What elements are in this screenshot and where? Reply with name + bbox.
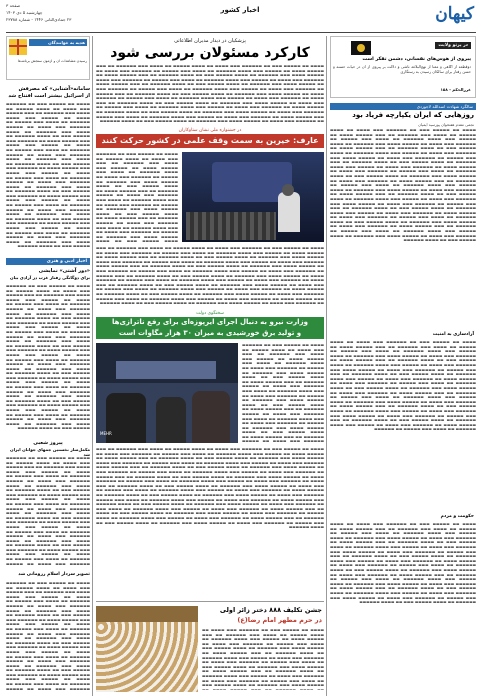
left-headline-2b: برای دوگانگی رفتار غرب در آزادی بیان [10,275,90,280]
left-story-body-3: ▬▬▬▬ ▬▬ ▬▬▬▬▬ ▬▬▬ ▬▬ ▬▬▬▬▬▬ ▬▬▬ ▬▬▬▬ ▬▬ ▬▬▬▬ ▬▬▬▬▬ ▬▬ ▬▬▬▬ ▬▬▬ ▬▬▬▬▬▬ ▬▬ ▬▬▬ ▬▬▬▬▬ ▬▬▬▬ ▬▬ ▬▬▬▬▬ ▬▬▬ ▬▬▬▬ ▬▬▬▬▬▬ ▬▬ ▬▬▬▬ ▬▬▬ ▬▬▬▬▬ ▬▬ ▬▬▬▬▬▬ ▬▬▬ ▬▬▬▬ ▬▬ ▬▬▬▬▬ ▬▬▬▬ ▬▬▬ ▬▬▬▬▬▬ ▬▬ ▬▬▬▬ ▬▬▬▬▬ ▬▬▬ ▬▬ ▬▬▬▬ ▬▬▬▬▬▬ ▬▬ ▬▬▬ ▬▬▬▬▬ ▬▬▬▬ ▬▬ ▬▬▬▬▬▬ ▬▬▬ ▬▬▬▬ ▬▬ ▬▬▬▬▬ ▬▬▬ ▬▬▬▬ ▬▬▬▬▬▬ ▬▬ ▬▬▬▬ ▬▬▬ ▬▬▬▬▬ ▬▬ ▬▬▬▬▬▬ ▬▬▬ ▬▬▬▬ ▬▬ ▬▬▬▬▬ ▬▬▬▬ ▬▬▬ ▬▬▬▬▬▬ ▬▬ ▬▬▬▬ ▬▬▬▬▬ ▬▬▬ ▬▬ ▬▬▬▬ ▬▬▬▬▬▬ ▬▬ ▬▬▬ ▬▬▬▬▬ ▬▬▬▬ ▬▬ ▬▬▬▬▬▬ ▬▬▬ ▬▬▬▬ ▬▬ ▬▬▬▬▬ ▬▬▬ ▬▬▬▬ ▬▬▬▬▬▬ ▬▬ ▬▬▬▬ ▬▬▬ ▬▬▬▬▬ ▬▬ ▬▬▬▬▬▬ ▬▬▬ ▬▬▬▬ ▬▬ ▬▬▬▬▬ ▬▬▬▬ ▬▬▬ ▬▬▬▬▬▬ ▬▬ ▬▬▬▬ ▬▬▬▬▬ ▬▬▬ ▬▬ ▬▬▬▬ ▬▬▬▬▬▬ ▬▬ ▬▬▬ ▬▬▬▬▬ ▬▬▬▬ ▬▬ ▬▬▬▬▬▬ ▬▬▬ ▬▬▬▬ ▬▬ ▬▬▬▬▬ ▬▬▬ ▬▬▬▬ ▬▬▬▬▬▬ ▬▬ ▬▬▬▬ ▬▬▬ ▬▬▬▬▬ ▬▬ ▬▬▬▬▬▬ ▬▬▬ ▬▬▬▬ ▬▬ ▬▬▬▬▬ [6,456,90,566]
bottom-headline-1: جشن تکلیف ۸۸۸ دختر زائر اولی [219,606,322,614]
left-story-body-4: ▬▬▬▬ ▬▬ ▬▬▬▬▬ ▬▬▬ ▬▬ ▬▬▬▬▬▬ ▬▬▬ ▬▬▬▬ ▬▬ ▬▬▬▬ ▬▬▬▬▬ ▬▬ ▬▬▬▬ ▬▬▬ ▬▬▬▬▬▬ ▬▬ ▬▬▬ ▬▬▬▬▬ ▬▬▬▬ ▬▬ ▬▬▬▬▬ ▬▬▬ ▬▬▬▬ ▬▬▬▬▬▬ ▬▬ ▬▬▬▬ ▬▬▬ ▬▬▬▬▬ ▬▬ ▬▬▬▬▬▬ ▬▬▬ ▬▬▬▬ ▬▬ ▬▬▬▬▬ ▬▬▬▬ ▬▬▬ ▬▬▬▬▬▬ ▬▬ ▬▬▬▬ ▬▬▬▬▬ ▬▬▬ ▬▬ ▬▬▬▬ ▬▬▬▬▬▬ ▬▬ ▬▬▬ ▬▬▬▬▬ ▬▬▬▬ ▬▬ ▬▬▬▬▬▬ ▬▬▬ ▬▬▬▬ ▬▬ ▬▬▬▬▬ ▬▬▬ ▬▬▬▬ ▬▬▬▬▬▬ ▬▬ ▬▬▬▬ ▬▬▬ ▬▬▬▬▬ ▬▬ ▬▬▬▬▬▬ ▬▬▬ ▬▬▬▬ ▬▬ ▬▬▬▬▬ ▬▬▬▬ ▬▬▬ ▬▬▬▬▬▬ ▬▬ ▬▬▬▬ ▬▬▬▬▬ ▬▬▬ ▬▬ ▬▬▬▬ ▬▬▬▬▬▬ ▬▬ ▬▬▬ ▬▬▬▬▬ ▬▬▬▬ ▬▬ ▬▬▬▬▬▬ ▬▬▬ ▬▬▬▬ ▬▬ ▬▬▬▬▬ ▬▬▬ ▬▬▬▬ ▬▬▬▬▬▬ ▬▬ ▬▬▬▬ ▬▬▬ ▬▬▬▬▬ ▬▬ ▬▬▬▬▬▬ ▬▬▬ ▬▬▬▬ ▬▬ ▬▬▬▬▬ ▬▬▬▬ ▬▬▬ ▬▬▬▬▬▬ ▬▬ ▬▬▬▬ ▬▬▬▬▬ ▬▬▬ ▬▬ ▬▬▬▬ ▬▬▬▬▬▬ ▬▬ ▬▬▬ ▬▬▬▬▬ ▬▬▬▬ ▬▬ ▬▬▬▬▬▬ ▬▬▬ ▬▬▬▬ ▬▬ ▬▬▬▬▬ ▬▬▬ ▬▬▬▬ ▬▬▬▬▬▬ ▬▬ ▬▬▬▬ ▬▬▬ ▬▬▬▬▬ ▬▬ ▬▬▬▬▬▬ ▬▬▬ ▬▬▬▬ ▬▬ ▬▬▬▬▬ [6,581,90,691]
story-kicker: سالگرد شهادت اسدالله لاجوردی [330,103,476,110]
green-headline-box [96,317,324,339]
story-subhead-1: آزادسازی به امنیت [432,332,474,337]
left-headline-1b: از اسرائیل بیشتر است افتتاح شد [8,93,90,99]
masthead [0,0,482,38]
masthead-divider [6,32,476,33]
column-divider-right [326,36,327,696]
green-side-text: ▬▬▬▬ ▬▬ ▬▬▬▬▬ ▬▬▬ ▬▬ ▬▬▬▬▬▬ ▬▬▬ ▬▬▬▬ ▬▬ ▬▬▬▬ ▬▬▬▬▬ ▬▬ ▬▬▬▬ ▬▬▬ ▬▬▬▬▬▬ ▬▬ ▬▬▬ ▬▬▬▬▬ ▬▬▬▬ ▬▬ ▬▬▬▬▬ ▬▬▬ ▬▬▬▬ ▬▬▬▬▬▬ ▬▬ ▬▬▬▬ ▬▬▬ ▬▬▬▬▬ ▬▬ ▬▬▬▬▬▬ ▬▬▬ ▬▬▬▬ ▬▬ ▬▬▬▬▬ ▬▬▬▬ ▬▬▬ ▬▬▬▬▬▬ ▬▬ ▬▬▬▬ ▬▬▬▬▬ ▬▬▬ ▬▬ ▬▬▬▬ ▬▬▬▬▬▬ ▬▬ ▬▬▬ ▬▬▬▬▬ ▬▬▬▬ ▬▬ ▬▬▬▬▬▬ ▬▬▬ ▬▬▬▬ ▬▬ ▬▬▬▬▬ ▬▬▬ ▬▬▬▬ ▬▬▬▬▬▬ ▬▬ ▬▬▬▬ ▬▬▬ ▬▬▬▬▬ ▬▬ ▬▬▬▬▬▬ ▬▬▬ ▬▬▬▬ ▬▬ ▬▬▬▬▬ ▬▬▬▬ ▬▬▬ ▬▬▬▬▬▬ ▬▬ ▬▬▬▬ ▬▬▬▬▬ ▬▬▬ ▬▬ ▬▬▬▬ ▬▬▬▬▬▬ ▬▬ ▬▬▬ ▬▬▬▬▬ ▬▬▬▬ ▬▬ ▬▬▬▬▬▬ ▬▬▬ ▬▬▬▬ ▬▬ ▬▬▬▬▬ ▬▬▬ ▬▬▬▬ ▬▬▬▬▬▬ ▬▬ ▬▬▬▬ ▬▬▬ ▬▬▬▬▬ ▬▬ ▬▬▬▬▬▬ ▬▬▬ ▬▬▬▬ ▬▬ ▬▬▬▬▬ ▬▬▬▬ ▬▬▬ ▬▬▬▬▬▬ ▬▬ ▬▬▬▬ ▬▬▬▬▬ ▬▬▬ ▬▬ ▬▬▬▬ ▬▬▬▬▬▬ ▬▬ ▬▬▬ ▬▬▬▬▬ ▬▬▬▬ ▬▬ ▬▬▬▬▬▬ ▬▬▬ ▬▬▬▬ ▬▬ ▬▬▬▬▬ [242,343,324,443]
quote-subtitle: دوقطعه از آگاهی و معنا از نهج‌البلاغه ناشی و دلالت بر پیروی از آن در حیات حسنه و حسن رفتار برای سالکان رسیدن به رستگاری [333,65,471,74]
newspaper-logo: کیهان [435,4,474,24]
story-body-3: ▬▬▬▬ ▬▬ ▬▬▬▬▬ ▬▬▬ ▬▬ ▬▬▬▬▬▬ ▬▬▬ ▬▬▬▬ ▬▬ ▬▬▬▬ ▬▬▬▬▬ ▬▬ ▬▬▬▬ ▬▬▬ ▬▬▬▬▬▬ ▬▬ ▬▬▬ ▬▬▬▬▬ ▬▬▬▬ ▬▬ ▬▬▬▬▬ ▬▬▬ ▬▬▬▬ ▬▬▬▬▬▬ ▬▬ ▬▬▬▬ ▬▬▬ ▬▬▬▬▬ ▬▬ ▬▬▬▬▬▬ ▬▬▬ ▬▬▬▬ ▬▬ ▬▬▬▬▬ ▬▬▬▬ ▬▬▬ ▬▬▬▬▬▬ ▬▬ ▬▬▬▬ ▬▬▬▬▬ ▬▬▬ ▬▬ ▬▬▬▬ ▬▬▬▬▬▬ ▬▬ ▬▬▬ ▬▬▬▬▬ ▬▬▬▬ ▬▬ ▬▬▬▬▬▬ ▬▬▬ ▬▬▬▬ ▬▬ ▬▬▬▬▬ ▬▬▬ ▬▬▬▬ ▬▬▬▬▬▬ ▬▬ ▬▬▬▬ ▬▬▬ ▬▬▬▬▬ ▬▬ ▬▬▬▬▬▬ ▬▬▬ ▬▬▬▬ ▬▬ ▬▬▬▬▬ ▬▬▬▬ ▬▬▬ ▬▬▬▬▬▬ ▬▬ ▬▬▬▬ ▬▬▬▬▬ ▬▬▬ ▬▬ ▬▬▬▬ ▬▬▬▬▬▬ ▬▬ ▬▬▬ ▬▬▬▬▬ ▬▬▬▬ ▬▬ ▬▬▬▬▬▬ ▬▬▬ ▬▬▬▬ ▬▬ ▬▬▬▬▬ ▬▬▬ ▬▬▬▬ ▬▬▬▬▬▬ ▬▬ ▬▬▬▬ ▬▬▬ ▬▬▬▬▬ ▬▬ ▬▬▬▬▬▬ ▬▬▬ ▬▬▬▬ ▬▬ ▬▬▬▬▬ ▬▬▬▬ ▬▬▬ ▬▬▬▬▬▬ ▬▬ ▬▬▬▬ ▬▬▬▬▬ ▬▬▬ ▬▬ ▬▬▬▬ ▬▬▬▬▬▬ ▬▬ ▬▬▬ ▬▬▬▬▬ ▬▬▬▬ ▬▬ ▬▬▬▬▬▬ ▬▬▬ ▬▬▬▬ ▬▬ ▬▬▬▬▬ ▬▬▬ ▬▬▬▬ ▬▬▬▬▬▬ ▬▬ ▬▬▬▬ ▬▬▬ ▬▬▬▬▬ ▬▬ ▬▬▬▬▬▬ ▬▬▬ ▬▬▬▬ ▬▬ ▬▬▬▬▬ ▬▬▬▬ ▬▬▬ ▬▬▬▬▬▬ ▬▬ ▬▬▬▬ ▬▬▬▬▬ ▬▬▬ ▬▬ ▬▬▬▬ ▬▬▬▬▬▬ ▬▬ ▬▬▬ ▬▬▬▬▬ ▬▬▬▬ ▬▬ ▬▬▬▬▬▬ ▬▬▬ ▬▬▬▬ ▬▬ ▬▬▬▬▬ ▬▬▬ ▬▬▬▬ ▬▬▬▬▬▬ ▬▬ ▬▬▬▬ ▬▬▬ ▬▬▬▬▬ ▬▬ ▬▬▬▬▬▬ ▬▬▬ ▬▬▬▬ ▬▬ ▬▬▬▬▬ ▬▬▬▬ ▬▬▬ ▬▬▬▬▬▬ ▬▬ ▬▬▬▬ ▬▬▬▬▬ ▬▬▬ ▬▬ ▬▬▬▬ ▬▬▬▬▬▬ [330,522,476,605]
quote-icon [351,41,371,55]
story-body-1: ▬▬▬▬ ▬▬ ▬▬▬▬▬ ▬▬▬ ▬▬ ▬▬▬▬▬▬ ▬▬▬ ▬▬▬▬ ▬▬ ▬▬▬▬ ▬▬▬▬▬ ▬▬ ▬▬▬▬ ▬▬▬ ▬▬▬▬▬▬ ▬▬ ▬▬▬ ▬▬▬▬▬ ▬▬▬▬ ▬▬ ▬▬▬▬▬ ▬▬▬ ▬▬▬▬ ▬▬▬▬▬▬ ▬▬ ▬▬▬▬ ▬▬▬ ▬▬▬▬▬ ▬▬ ▬▬▬▬▬▬ ▬▬▬ ▬▬▬▬ ▬▬ ▬▬▬▬▬ ▬▬▬▬ ▬▬▬ ▬▬▬▬▬▬ ▬▬ ▬▬▬▬ ▬▬▬▬▬ ▬▬▬ ▬▬ ▬▬▬▬ ▬▬▬▬▬▬ ▬▬ ▬▬▬ ▬▬▬▬▬ ▬▬▬▬ ▬▬ ▬▬▬▬▬▬ ▬▬▬ ▬▬▬▬ ▬▬ ▬▬▬▬▬ ▬▬▬ ▬▬▬▬ ▬▬▬▬▬▬ ▬▬ ▬▬▬▬ ▬▬▬ ▬▬▬▬▬ ▬▬ ▬▬▬▬▬▬ ▬▬▬ ▬▬▬▬ ▬▬ ▬▬▬▬▬ ▬▬▬▬ ▬▬▬ ▬▬▬▬▬▬ ▬▬ ▬▬▬▬ ▬▬▬▬▬ ▬▬▬ ▬▬ ▬▬▬▬ ▬▬▬▬▬▬ ▬▬ ▬▬▬ ▬▬▬▬▬ ▬▬▬▬ ▬▬ ▬▬▬▬▬▬ ▬▬▬ ▬▬▬▬ ▬▬ ▬▬▬▬▬ ▬▬▬ ▬▬▬▬ ▬▬▬▬▬▬ ▬▬ ▬▬▬▬ ▬▬▬ ▬▬▬▬▬ ▬▬ ▬▬▬▬▬▬ ▬▬▬ ▬▬▬▬ ▬▬ ▬▬▬▬▬ ▬▬▬▬ ▬▬▬ ▬▬▬▬▬▬ ▬▬ ▬▬▬▬ ▬▬▬▬▬ ▬▬▬ ▬▬ ▬▬▬▬ ▬▬▬▬▬▬ ▬▬ ▬▬▬ ▬▬▬▬▬ ▬▬▬▬ ▬▬ ▬▬▬▬▬▬ ▬▬▬ ▬▬▬▬ ▬▬ ▬▬▬▬▬ ▬▬▬ ▬▬▬▬ ▬▬▬▬▬▬ ▬▬ ▬▬▬▬ ▬▬▬ ▬▬▬▬▬ ▬▬ ▬▬▬▬▬▬ ▬▬▬ ▬▬▬▬ ▬▬ ▬▬▬▬▬ ▬▬▬▬ ▬▬▬ ▬▬▬▬▬▬ ▬▬ ▬▬▬▬ ▬▬▬▬▬ ▬▬▬ ▬▬ ▬▬▬▬ ▬▬▬▬▬▬ ▬▬ ▬▬▬ ▬▬▬▬▬ ▬▬▬▬ ▬▬ ▬▬▬▬▬▬ ▬▬▬ ▬▬▬▬ ▬▬ ▬▬▬▬▬ ▬▬▬ ▬▬▬▬ ▬▬▬▬▬▬ ▬▬ ▬▬▬▬ ▬▬▬ ▬▬▬▬▬ ▬▬ ▬▬▬▬▬▬ ▬▬▬ ▬▬▬▬ ▬▬ ▬▬▬▬▬ ▬▬▬▬ ▬▬▬ ▬▬▬▬▬▬ ▬▬ ▬▬▬▬ ▬▬▬▬▬ ▬▬▬ ▬▬ ▬▬▬▬ ▬▬▬▬▬▬ ▬▬ ▬▬▬ ▬▬▬▬▬ ▬▬▬▬ ▬▬ ▬▬▬▬▬▬ ▬▬▬ ▬▬▬▬ ▬▬ ▬▬▬▬▬ ▬▬▬ ▬▬▬▬ ▬▬▬▬▬▬ ▬▬ ▬▬▬▬ ▬▬▬ ▬▬▬▬▬ ▬▬ ▬▬▬▬▬▬ ▬▬▬ ▬▬▬▬ ▬▬ ▬▬▬▬▬ ▬▬▬▬ ▬▬▬ ▬▬▬▬▬▬ ▬▬ ▬▬▬▬ ▬▬▬▬▬ ▬▬▬ ▬▬ ▬▬▬▬ ▬▬▬▬▬▬ ▬▬ ▬▬▬ ▬▬▬▬▬ ▬▬▬▬ ▬▬ ▬▬▬▬▬▬ ▬▬▬ ▬▬▬▬ ▬▬ ▬▬▬▬▬ ▬▬▬ ▬▬▬▬ ▬▬▬▬▬▬ ▬▬ ▬▬▬▬ ▬▬▬ ▬▬▬▬▬ ▬▬ ▬▬▬▬▬▬ ▬▬▬ ▬▬▬▬ ▬▬ ▬▬▬▬▬ ▬▬▬▬ ▬▬▬ ▬▬▬▬▬▬ ▬▬ ▬▬▬▬ ▬▬▬▬▬ ▬▬▬ ▬▬ ▬▬▬▬ ▬▬▬▬▬▬ [330,128,476,243]
red-story-body: ▬▬▬▬ ▬▬ ▬▬▬▬▬ ▬▬▬ ▬▬ ▬▬▬▬▬▬ ▬▬▬ ▬▬▬▬ ▬▬ ▬▬▬▬ ▬▬▬▬▬ ▬▬ ▬▬▬▬ ▬▬▬ ▬▬▬▬▬▬ ▬▬ ▬▬▬ ▬▬▬▬▬ ▬▬▬▬ ▬▬ ▬▬▬▬▬ ▬▬▬ ▬▬▬▬ ▬▬▬▬▬▬ ▬▬ ▬▬▬▬ ▬▬▬ ▬▬▬▬▬ ▬▬ ▬▬▬▬▬▬ ▬▬▬ ▬▬▬▬ ▬▬ ▬▬▬▬▬ ▬▬▬▬ ▬▬▬ ▬▬▬▬▬▬ ▬▬ ▬▬▬▬ ▬▬▬▬▬ ▬▬▬ ▬▬ ▬▬▬▬ ▬▬▬▬▬▬ ▬▬ ▬▬▬ ▬▬▬▬▬ ▬▬▬▬ ▬▬ ▬▬▬▬▬▬ ▬▬▬ ▬▬▬▬ ▬▬ ▬▬▬▬▬ ▬▬▬ ▬▬▬▬ ▬▬▬▬▬▬ ▬▬ ▬▬▬▬ ▬▬▬ ▬▬▬▬▬ ▬▬ ▬▬▬▬▬▬ ▬▬▬ ▬▬▬▬ ▬▬ ▬▬▬▬▬ ▬▬▬▬ ▬▬▬ ▬▬▬▬▬▬ ▬▬ ▬▬▬▬ ▬▬▬▬▬ ▬▬▬ ▬▬ ▬▬▬▬ ▬▬▬▬▬▬ ▬▬ ▬▬▬ ▬▬▬▬▬ ▬▬▬▬ ▬▬ ▬▬▬▬▬▬ ▬▬▬ ▬▬▬▬ ▬▬ ▬▬▬▬▬ ▬▬▬ ▬▬▬▬ ▬▬▬▬▬▬ ▬▬ ▬▬▬▬ ▬▬▬ ▬▬▬▬▬ ▬▬ ▬▬▬▬▬▬ ▬▬▬ ▬▬▬▬ ▬▬ ▬▬▬▬▬ ▬▬▬▬ ▬▬▬ ▬▬▬▬▬▬ ▬▬ ▬▬▬▬ ▬▬▬▬▬ ▬▬▬ ▬▬ ▬▬▬▬ ▬▬▬▬▬▬ ▬▬ ▬▬▬ ▬▬▬▬▬ ▬▬▬▬ ▬▬ ▬▬▬▬▬▬ ▬▬▬ ▬▬▬▬ ▬▬ ▬▬▬▬▬ ▬▬▬ ▬▬▬▬ ▬▬▬▬▬▬ ▬▬ ▬▬▬▬ ▬▬▬ ▬▬▬▬▬ ▬▬ ▬▬▬▬▬▬ ▬▬▬ ▬▬▬▬ ▬▬ ▬▬▬▬▬ ▬▬▬▬ ▬▬▬ ▬▬▬▬▬▬ ▬▬ ▬▬▬▬ ▬▬▬▬▬ ▬▬▬ ▬▬ ▬▬▬▬ ▬▬▬▬▬▬ ▬▬ ▬▬▬ ▬▬▬▬▬ ▬▬▬▬ ▬▬ ▬▬▬▬▬▬ ▬▬▬ ▬▬▬▬ ▬▬ ▬▬▬▬▬ ▬▬▬ ▬▬▬▬ ▬▬▬▬▬▬ ▬▬ ▬▬▬▬ ▬▬▬ ▬▬▬▬▬ ▬▬ ▬▬▬▬▬▬ ▬▬▬ ▬▬▬▬ ▬▬ ▬▬▬▬▬ ▬▬▬▬ ▬▬▬ ▬▬▬▬▬▬ ▬▬ ▬▬▬▬ ▬▬▬▬▬ ▬▬▬ ▬▬ ▬▬▬▬ ▬▬▬▬▬▬ ▬▬ ▬▬▬ ▬▬▬▬▬ ▬▬▬▬ ▬▬ ▬▬▬▬▬▬ ▬▬▬ ▬▬▬▬ ▬▬ ▬▬▬▬▬ ▬▬▬ ▬▬▬▬ ▬▬▬▬▬▬ ▬▬ ▬▬▬▬ ▬▬▬ ▬▬▬▬▬ ▬▬ ▬▬▬▬▬▬ ▬▬▬ ▬▬▬▬ ▬▬ ▬▬▬▬▬ ▬▬▬▬ ▬▬▬ ▬▬▬▬▬▬ ▬▬ ▬▬▬▬ ▬▬▬▬▬ ▬▬▬ ▬▬ ▬▬▬▬ ▬▬▬▬▬▬ [96,246,324,306]
story-title: روزهایی که ایران یکپارچه فریاد بود [352,111,474,119]
bottom-headline-2: در حرم مطهر امام رضا(ع) [237,616,322,624]
green-kicker: سخنگوی دولت [196,311,224,316]
gift-box-title: هدیه به خوانندگان [29,39,87,46]
left-headline-1a: سامانه«آشنایی» که مصرفش [18,86,90,92]
center-bottom-divider [96,601,324,602]
gift-icon [9,39,27,55]
page-number: صفحه ۳ [6,3,21,8]
left-headline-3b: مکمل‌ساز نخستین جمهای جوانان ایران شد [10,447,90,457]
green-headline-line-2: و تولید برق خورشیدی به میزان ۳۰ هزار مگاوات است [118,329,302,337]
left-story-body-1: ▬▬▬▬ ▬▬ ▬▬▬▬▬ ▬▬▬ ▬▬ ▬▬▬▬▬▬ ▬▬▬ ▬▬▬▬ ▬▬ ▬▬▬▬ ▬▬▬▬▬ ▬▬ ▬▬▬▬ ▬▬▬ ▬▬▬▬▬▬ ▬▬ ▬▬▬ ▬▬▬▬▬ ▬▬▬▬ ▬▬ ▬▬▬▬▬ ▬▬▬ ▬▬▬▬ ▬▬▬▬▬▬ ▬▬ ▬▬▬▬ ▬▬▬ ▬▬▬▬▬ ▬▬ ▬▬▬▬▬▬ ▬▬▬ ▬▬▬▬ ▬▬ ▬▬▬▬▬ ▬▬▬▬ ▬▬▬ ▬▬▬▬▬▬ ▬▬ ▬▬▬▬ ▬▬▬▬▬ ▬▬▬ ▬▬ ▬▬▬▬ ▬▬▬▬▬▬ ▬▬ ▬▬▬ ▬▬▬▬▬ ▬▬▬▬ ▬▬ ▬▬▬▬▬▬ ▬▬▬ ▬▬▬▬ ▬▬ ▬▬▬▬▬ ▬▬▬ ▬▬▬▬ ▬▬▬▬▬▬ ▬▬ ▬▬▬▬ ▬▬▬ ▬▬▬▬▬ ▬▬ ▬▬▬▬▬▬ ▬▬▬ ▬▬▬▬ ▬▬ ▬▬▬▬▬ ▬▬▬▬ ▬▬▬ ▬▬▬▬▬▬ ▬▬ ▬▬▬▬ ▬▬▬▬▬ ▬▬▬ ▬▬ ▬▬▬▬ ▬▬▬▬▬▬ ▬▬ ▬▬▬ ▬▬▬▬▬ ▬▬▬▬ ▬▬ ▬▬▬▬▬▬ ▬▬▬ ▬▬▬▬ ▬▬ ▬▬▬▬▬ ▬▬▬ ▬▬▬▬ ▬▬▬▬▬▬ ▬▬ ▬▬▬▬ ▬▬▬ ▬▬▬▬▬ ▬▬ ▬▬▬▬▬▬ ▬▬▬ ▬▬▬▬ ▬▬ ▬▬▬▬▬ ▬▬▬▬ ▬▬▬ ▬▬▬▬▬▬ ▬▬ ▬▬▬▬ ▬▬▬▬▬ ▬▬▬ ▬▬ ▬▬▬▬ ▬▬▬▬▬▬ ▬▬ ▬▬▬ ▬▬▬▬▬ ▬▬▬▬ ▬▬ ▬▬▬▬▬▬ ▬▬▬ ▬▬▬▬ ▬▬ ▬▬▬▬▬ ▬▬▬ ▬▬▬▬ ▬▬▬▬▬▬ ▬▬ ▬▬▬▬ ▬▬▬ ▬▬▬▬▬ ▬▬ ▬▬▬▬▬▬ ▬▬▬ ▬▬▬▬ ▬▬ ▬▬▬▬▬ ▬▬▬▬ ▬▬▬ ▬▬▬▬▬▬ ▬▬ ▬▬▬▬ ▬▬▬▬▬ ▬▬▬ ▬▬ ▬▬▬▬ ▬▬▬▬▬▬ ▬▬ ▬▬▬ ▬▬▬▬▬ ▬▬▬▬ ▬▬ ▬▬▬▬▬▬ ▬▬▬ ▬▬▬▬ ▬▬ ▬▬▬▬▬ ▬▬▬ ▬▬▬▬ ▬▬▬▬▬▬ ▬▬ ▬▬▬▬ ▬▬▬ ▬▬▬▬▬ ▬▬ ▬▬▬▬▬▬ ▬▬▬ ▬▬▬▬ ▬▬ ▬▬▬▬▬ ▬▬▬▬ ▬▬▬ ▬▬▬▬▬▬ ▬▬ ▬▬▬▬ ▬▬▬▬▬ ▬▬▬ ▬▬ ▬▬▬▬ ▬▬▬▬▬▬ [6,102,90,249]
left-headline-2a: «دور آشتی» نمایشی [38,268,90,274]
center-column [96,36,324,696]
gift-box-body: رسیدن مشاهدات آن و آزمون سنجش برنامه‌ها [17,59,87,63]
top-story-body: ▬▬▬▬ ▬▬ ▬▬▬▬▬ ▬▬▬ ▬▬ ▬▬▬▬▬▬ ▬▬▬ ▬▬▬▬ ▬▬ ▬▬▬▬ ▬▬▬▬▬ ▬▬ ▬▬▬▬ ▬▬▬ ▬▬▬▬▬▬ ▬▬ ▬▬▬ ▬▬▬▬▬ ▬▬▬▬ ▬▬ ▬▬▬▬▬ ▬▬▬ ▬▬▬▬ ▬▬▬▬▬▬ ▬▬ ▬▬▬▬ ▬▬▬ ▬▬▬▬▬ ▬▬ ▬▬▬▬▬▬ ▬▬▬ ▬▬▬▬ ▬▬ ▬▬▬▬▬ ▬▬▬▬ ▬▬▬ ▬▬▬▬▬▬ ▬▬ ▬▬▬▬ ▬▬▬▬▬ ▬▬▬ ▬▬ ▬▬▬▬ ▬▬▬▬▬▬ ▬▬ ▬▬▬ ▬▬▬▬▬ ▬▬▬▬ ▬▬ ▬▬▬▬▬▬ ▬▬▬ ▬▬▬▬ ▬▬ ▬▬▬▬▬ ▬▬▬ ▬▬▬▬ ▬▬▬▬▬▬ ▬▬ ▬▬▬▬ ▬▬▬ ▬▬▬▬▬ ▬▬ ▬▬▬▬▬▬ ▬▬▬ ▬▬▬▬ ▬▬ ▬▬▬▬▬ ▬▬▬▬ ▬▬▬ ▬▬▬▬▬▬ ▬▬ ▬▬▬▬ ▬▬▬▬▬ ▬▬▬ ▬▬ ▬▬▬▬ ▬▬▬▬▬▬ ▬▬ ▬▬▬ ▬▬▬▬▬ ▬▬▬▬ ▬▬ ▬▬▬▬▬▬ ▬▬▬ ▬▬▬▬ ▬▬ ▬▬▬▬▬ ▬▬▬ ▬▬▬▬ ▬▬▬▬▬▬ ▬▬ ▬▬▬▬ ▬▬▬ ▬▬▬▬▬ ▬▬ ▬▬▬▬▬▬ ▬▬▬ ▬▬▬▬ ▬▬ ▬▬▬▬▬ ▬▬▬▬ ▬▬▬ ▬▬▬▬▬▬ ▬▬ ▬▬▬▬ ▬▬▬▬▬ ▬▬▬ ▬▬ ▬▬▬▬ ▬▬▬▬▬▬ ▬▬ ▬▬▬ ▬▬▬▬▬ ▬▬▬▬ ▬▬ ▬▬▬▬▬▬ ▬▬▬ ▬▬▬▬ ▬▬ ▬▬▬▬▬ ▬▬▬ ▬▬▬▬ ▬▬▬▬▬▬ ▬▬ ▬▬▬▬ ▬▬▬ ▬▬▬▬▬ ▬▬ ▬▬▬▬▬▬ ▬▬▬ ▬▬▬▬ ▬▬ ▬▬▬▬▬ ▬▬▬▬ ▬▬▬ ▬▬▬▬▬▬ ▬▬ ▬▬▬▬ ▬▬▬▬▬ ▬▬▬ ▬▬ ▬▬▬▬ ▬▬▬▬▬▬ ▬▬ ▬▬▬ ▬▬▬▬▬ ▬▬▬▬ ▬▬ ▬▬▬▬▬▬ ▬▬▬ ▬▬▬▬ ▬▬ ▬▬▬▬▬ ▬▬▬ ▬▬▬▬ ▬▬▬▬▬▬ ▬▬ ▬▬▬▬ ▬▬▬ ▬▬▬▬▬ ▬▬ ▬▬▬▬▬▬ ▬▬▬ ▬▬▬▬ ▬▬ ▬▬▬▬▬ ▬▬▬▬ ▬▬▬ ▬▬▬▬▬▬ ▬▬ ▬▬▬▬ ▬▬▬▬▬ ▬▬▬ ▬▬ ▬▬▬▬ ▬▬▬▬▬▬ ▬▬ ▬▬▬ ▬▬▬▬▬ ▬▬▬▬ ▬▬ ▬▬▬▬▬▬ ▬▬▬ ▬▬▬▬ ▬▬ ▬▬▬▬▬ ▬▬▬ ▬▬▬▬ ▬▬▬▬▬▬ ▬▬ ▬▬▬▬ ▬▬▬ ▬▬▬▬▬ ▬▬ ▬▬▬▬▬▬ ▬▬▬ ▬▬▬▬ ▬▬ ▬▬▬▬▬ ▬▬▬▬ ▬▬▬ ▬▬▬▬▬▬ ▬▬ ▬▬▬▬ ▬▬▬▬▬ ▬▬▬ ▬▬ ▬▬▬▬ ▬▬▬▬▬▬ [96,64,324,124]
story-subhead-2: حکومت و مردم [440,514,474,519]
pilgrims-photo [96,606,198,692]
top-headline: کارکرد مسئولان بررسی شود [110,45,310,61]
quote-source: غررالحکم - ۱۵۸ [440,87,471,92]
top-kicker: پزشکیان در دیدار مدیران اطلاعاتی [174,38,246,44]
quote-box [330,36,476,98]
left-column [6,36,90,696]
story-byline: نجمی مقدم هفتخوان پورسید ایمیان [418,122,474,127]
photo-caption: MEHR [100,431,112,436]
column-divider-left [92,36,93,696]
red-headline: عارف: خیرین به سمت وقف علمی در کشور حرکت کنند [96,134,324,148]
date-line-2: ۲۳ جمادی‌الثانی ۱۴۴۶ - شماره ۲۳۷۸۸ [6,17,72,22]
left-headline-4: تصویر سردار اسلام رزومانی شد [18,572,90,577]
date-line-1: چهارشنبه ۵ دی ۱۴۰۳ [6,10,43,15]
bottom-story-body: ▬▬▬▬ ▬▬ ▬▬▬▬▬ ▬▬▬ ▬▬ ▬▬▬▬▬▬ ▬▬▬ ▬▬▬▬ ▬▬ ▬▬▬▬ ▬▬▬▬▬ ▬▬ ▬▬▬▬ ▬▬▬ ▬▬▬▬▬▬ ▬▬ ▬▬▬ ▬▬▬▬▬ ▬▬▬▬ ▬▬ ▬▬▬▬▬ ▬▬▬ ▬▬▬▬ ▬▬▬▬▬▬ ▬▬ ▬▬▬▬ ▬▬▬ ▬▬▬▬▬ ▬▬ ▬▬▬▬▬▬ ▬▬▬ ▬▬▬▬ ▬▬ ▬▬▬▬▬ ▬▬▬▬ ▬▬▬ ▬▬▬▬▬▬ ▬▬ ▬▬▬▬ ▬▬▬▬▬ ▬▬▬ ▬▬ ▬▬▬▬ ▬▬▬▬▬▬ ▬▬ ▬▬▬ ▬▬▬▬▬ ▬▬▬▬ ▬▬ ▬▬▬▬▬▬ ▬▬▬ ▬▬▬▬ ▬▬ ▬▬▬▬▬ ▬▬▬ ▬▬▬▬ ▬▬▬▬▬▬ ▬▬ ▬▬▬▬ ▬▬▬ ▬▬▬▬▬ ▬▬ ▬▬▬▬▬▬ ▬▬▬ ▬▬▬▬ ▬▬ ▬▬▬▬▬ ▬▬▬▬ ▬▬▬ ▬▬▬▬▬▬ ▬▬ ▬▬▬▬ ▬▬▬▬▬ ▬▬▬ ▬▬ ▬▬▬▬ ▬▬▬▬▬▬ ▬▬ ▬▬▬ ▬▬▬▬▬ ▬▬▬▬ ▬▬ ▬▬▬▬▬▬ ▬▬▬ ▬▬▬▬ ▬▬ ▬▬▬▬▬ ▬▬▬ ▬▬▬▬ ▬▬▬▬▬▬ ▬▬ ▬▬▬▬ ▬▬▬ ▬▬▬▬▬ ▬▬ ▬▬▬▬▬▬ ▬▬▬ ▬▬▬▬ ▬▬ ▬▬▬▬▬ ▬▬▬▬ ▬▬▬ ▬▬▬▬▬▬ ▬▬ ▬▬▬▬ ▬▬▬▬▬ ▬▬▬ ▬▬ ▬▬▬▬ ▬▬▬▬▬▬ ▬▬ ▬▬▬ ▬▬▬▬▬ ▬▬▬▬ ▬▬ [202,628,324,690]
right-column [330,36,476,696]
mid-kicker: در جشنواره ملی نشان ستاوکاران [178,128,242,133]
gift-box [6,36,90,80]
story-body-2: ▬▬▬▬ ▬▬ ▬▬▬▬▬ ▬▬▬ ▬▬ ▬▬▬▬▬▬ ▬▬▬ ▬▬▬▬ ▬▬ ▬▬▬▬ ▬▬▬▬▬ ▬▬ ▬▬▬▬ ▬▬▬ ▬▬▬▬▬▬ ▬▬ ▬▬▬ ▬▬▬▬▬ ▬▬▬▬ ▬▬ ▬▬▬▬▬ ▬▬▬ ▬▬▬▬ ▬▬▬▬▬▬ ▬▬ ▬▬▬▬ ▬▬▬ ▬▬▬▬▬ ▬▬ ▬▬▬▬▬▬ ▬▬▬ ▬▬▬▬ ▬▬ ▬▬▬▬▬ ▬▬▬▬ ▬▬▬ ▬▬▬▬▬▬ ▬▬ ▬▬▬▬ ▬▬▬▬▬ ▬▬▬ ▬▬ ▬▬▬▬ ▬▬▬▬▬▬ ▬▬ ▬▬▬ ▬▬▬▬▬ ▬▬▬▬ ▬▬ ▬▬▬▬▬▬ ▬▬▬ ▬▬▬▬ ▬▬ ▬▬▬▬▬ ▬▬▬ ▬▬▬▬ ▬▬▬▬▬▬ ▬▬ ▬▬▬▬ ▬▬▬ ▬▬▬▬▬ ▬▬ ▬▬▬▬▬▬ ▬▬▬ ▬▬▬▬ ▬▬ ▬▬▬▬▬ ▬▬▬▬ ▬▬▬ ▬▬▬▬▬▬ ▬▬ ▬▬▬▬ ▬▬▬▬▬ ▬▬▬ ▬▬ ▬▬▬▬ ▬▬▬▬▬▬ ▬▬ ▬▬▬ ▬▬▬▬▬ ▬▬▬▬ ▬▬ ▬▬▬▬▬▬ ▬▬▬ ▬▬▬▬ ▬▬ ▬▬▬▬▬ ▬▬▬ ▬▬▬▬ ▬▬▬▬▬▬ ▬▬ ▬▬▬▬ ▬▬▬ ▬▬▬▬▬ ▬▬ ▬▬▬▬▬▬ ▬▬▬ ▬▬▬▬ ▬▬ ▬▬▬▬▬ ▬▬▬▬ ▬▬▬ ▬▬▬▬▬▬ ▬▬ ▬▬▬▬ ▬▬▬▬▬ ▬▬▬ ▬▬ ▬▬▬▬ ▬▬▬▬▬▬ ▬▬ ▬▬▬ ▬▬▬▬▬ ▬▬▬▬ ▬▬ ▬▬▬▬▬▬ ▬▬▬ ▬▬▬▬ ▬▬ ▬▬▬▬▬ ▬▬▬ ▬▬▬▬ ▬▬▬▬▬▬ ▬▬ ▬▬▬▬ ▬▬▬ ▬▬▬▬▬ ▬▬ ▬▬▬▬▬▬ ▬▬▬ ▬▬▬▬ ▬▬ ▬▬▬▬▬ ▬▬▬▬ ▬▬▬ ▬▬▬▬▬▬ ▬▬ ▬▬▬▬ ▬▬▬▬▬ ▬▬▬ ▬▬ ▬▬▬▬ ▬▬▬▬▬▬ ▬▬ ▬▬▬ ▬▬▬▬▬ ▬▬▬▬ ▬▬ ▬▬▬▬▬▬ ▬▬▬ ▬▬▬▬ ▬▬ ▬▬▬▬▬ ▬▬▬ ▬▬▬▬ ▬▬▬▬▬▬ ▬▬ ▬▬▬▬ ▬▬▬ ▬▬▬▬▬ ▬▬ ▬▬▬▬▬▬ ▬▬▬ ▬▬▬▬ ▬▬ ▬▬▬▬▬ ▬▬▬▬ ▬▬▬ ▬▬▬▬▬▬ ▬▬ ▬▬▬▬ ▬▬▬▬▬ ▬▬▬ ▬▬ ▬▬▬▬ ▬▬▬▬▬▬ ▬▬ ▬▬▬ ▬▬▬▬▬ ▬▬▬▬ ▬▬ ▬▬▬▬▬▬ ▬▬▬ ▬▬▬▬ ▬▬ ▬▬▬▬▬ ▬▬▬ ▬▬▬▬ ▬▬▬▬▬▬ ▬▬ ▬▬▬▬ ▬▬▬ ▬▬▬▬▬ ▬▬ ▬▬▬▬▬▬ [330,340,476,432]
exhibition-photo [96,343,238,443]
culture-section-label: اخبار ادبی و هنری [6,258,90,265]
photo-side-text: ▬▬▬▬ ▬▬ ▬▬▬▬▬ ▬▬▬ ▬▬ ▬▬▬▬▬▬ ▬▬▬ ▬▬▬▬ ▬▬ ▬▬▬▬ ▬▬▬▬▬ ▬▬ ▬▬▬▬ ▬▬▬ ▬▬▬▬▬▬ ▬▬ ▬▬▬ ▬▬▬▬▬ ▬▬▬▬ ▬▬ ▬▬▬▬▬ ▬▬▬ ▬▬▬▬ ▬▬▬▬▬▬ ▬▬ ▬▬▬▬ ▬▬▬ ▬▬▬▬▬ ▬▬ ▬▬▬▬▬▬ ▬▬▬ ▬▬▬▬ ▬▬ ▬▬▬▬▬ ▬▬▬▬ ▬▬▬ ▬▬▬▬▬▬ ▬▬ ▬▬▬▬ ▬▬▬▬▬ ▬▬▬ ▬▬ ▬▬▬▬ ▬▬▬▬▬▬ ▬▬ ▬▬▬ ▬▬▬▬▬ ▬▬▬▬ ▬▬ ▬▬▬▬▬▬ ▬▬▬ ▬▬▬▬ ▬▬ ▬▬▬▬▬ ▬▬▬ ▬▬▬▬ ▬▬▬▬▬▬ ▬▬ ▬▬▬▬ ▬▬▬ ▬▬▬▬▬ ▬▬ ▬▬▬▬▬▬ ▬▬▬ ▬▬▬▬ ▬▬ ▬▬▬▬▬ ▬▬▬▬ ▬▬▬ ▬▬▬▬▬▬ ▬▬ ▬▬▬▬ ▬▬▬▬▬ ▬▬▬ ▬▬ ▬▬▬▬ ▬▬▬▬▬▬ ▬▬ ▬▬▬ ▬▬▬▬▬ ▬▬▬▬ ▬▬ ▬▬▬▬▬▬ ▬▬▬ ▬▬▬▬ ▬▬ ▬▬▬▬▬ ▬▬▬ ▬▬▬▬ ▬▬▬▬▬▬ ▬▬ ▬▬▬▬ ▬▬▬ ▬▬▬▬▬ ▬▬ ▬▬▬▬▬▬ ▬▬▬ ▬▬▬▬ ▬▬ ▬▬▬▬▬ ▬▬▬▬ ▬▬▬ ▬▬▬▬▬▬ ▬▬ ▬▬▬▬ ▬▬▬▬▬ ▬▬▬ ▬▬ ▬▬▬▬ [96,152,178,242]
green-story-body: ▬▬▬▬ ▬▬ ▬▬▬▬▬ ▬▬▬ ▬▬ ▬▬▬▬▬▬ ▬▬▬ ▬▬▬▬ ▬▬ ▬▬▬▬ ▬▬▬▬▬ ▬▬ ▬▬▬▬ ▬▬▬ ▬▬▬▬▬▬ ▬▬ ▬▬▬ ▬▬▬▬▬ ▬▬▬▬ ▬▬ ▬▬▬▬▬ ▬▬▬ ▬▬▬▬ ▬▬▬▬▬▬ ▬▬ ▬▬▬▬ ▬▬▬ ▬▬▬▬▬ ▬▬ ▬▬▬▬▬▬ ▬▬▬ ▬▬▬▬ ▬▬ ▬▬▬▬▬ ▬▬▬▬ ▬▬▬ ▬▬▬▬▬▬ ▬▬ ▬▬▬▬ ▬▬▬▬▬ ▬▬▬ ▬▬ ▬▬▬▬ ▬▬▬▬▬▬ ▬▬ ▬▬▬ ▬▬▬▬▬ ▬▬▬▬ ▬▬ ▬▬▬▬▬▬ ▬▬▬ ▬▬▬▬ ▬▬ ▬▬▬▬▬ ▬▬▬ ▬▬▬▬ ▬▬▬▬▬▬ ▬▬ ▬▬▬▬ ▬▬▬ ▬▬▬▬▬ ▬▬ ▬▬▬▬▬▬ ▬▬▬ ▬▬▬▬ ▬▬ ▬▬▬▬▬ ▬▬▬▬ ▬▬▬ ▬▬▬▬▬▬ ▬▬ ▬▬▬▬ ▬▬▬▬▬ ▬▬▬ ▬▬ ▬▬▬▬ ▬▬▬▬▬▬ ▬▬ ▬▬▬ ▬▬▬▬▬ ▬▬▬▬ ▬▬ ▬▬▬▬▬▬ ▬▬▬ ▬▬▬▬ ▬▬ ▬▬▬▬▬ ▬▬▬ ▬▬▬▬ ▬▬▬▬▬▬ ▬▬ ▬▬▬▬ ▬▬▬ ▬▬▬▬▬ ▬▬ ▬▬▬▬▬▬ ▬▬▬ ▬▬▬▬ ▬▬ ▬▬▬▬▬ ▬▬▬▬ ▬▬▬ ▬▬▬▬▬▬ ▬▬ ▬▬▬▬ ▬▬▬▬▬ ▬▬▬ ▬▬ ▬▬▬▬ ▬▬▬▬▬▬ ▬▬ ▬▬▬ ▬▬▬▬▬ ▬▬▬▬ ▬▬ ▬▬▬▬▬▬ ▬▬▬ ▬▬▬▬ ▬▬ ▬▬▬▬▬ ▬▬▬ ▬▬▬▬ ▬▬▬▬▬▬ ▬▬ ▬▬▬▬ ▬▬▬ ▬▬▬▬▬ ▬▬ ▬▬▬▬▬▬ ▬▬▬ ▬▬▬▬ ▬▬ ▬▬▬▬▬ ▬▬▬▬ ▬▬▬ ▬▬▬▬▬▬ ▬▬ ▬▬▬▬ ▬▬▬▬▬ ▬▬▬ ▬▬ ▬▬▬▬ ▬▬▬▬▬▬ ▬▬ ▬▬▬ ▬▬▬▬▬ ▬▬▬▬ ▬▬ ▬▬▬▬▬▬ ▬▬▬ ▬▬▬▬ ▬▬ ▬▬▬▬▬ ▬▬▬ ▬▬▬▬ ▬▬▬▬▬▬ ▬▬ ▬▬▬▬ ▬▬▬ ▬▬▬▬▬ ▬▬ ▬▬▬▬▬▬ ▬▬▬ ▬▬▬▬ ▬▬ ▬▬▬▬▬ ▬▬▬▬ ▬▬▬ ▬▬▬▬▬▬ ▬▬ ▬▬▬▬ ▬▬▬▬▬ ▬▬▬ ▬▬ ▬▬▬▬ ▬▬▬▬▬▬ ▬▬ ▬▬▬ ▬▬▬▬▬ ▬▬▬▬ ▬▬ ▬▬▬▬▬▬ ▬▬▬ ▬▬▬▬ ▬▬ ▬▬▬▬▬ ▬▬▬ ▬▬▬▬ ▬▬▬▬▬▬ ▬▬ ▬▬▬▬ ▬▬▬ ▬▬▬▬▬ ▬▬ ▬▬▬▬▬▬ ▬▬▬ ▬▬▬▬ ▬▬ ▬▬▬▬▬ ▬▬▬▬ ▬▬▬ ▬▬▬▬▬▬ ▬▬ ▬▬▬▬ ▬▬▬▬▬ ▬▬▬ ▬▬ ▬▬▬▬ ▬▬▬▬▬▬ ▬▬ ▬▬▬ ▬▬▬▬▬ ▬▬▬▬ ▬▬ ▬▬▬▬▬▬ ▬▬▬ ▬▬▬▬ ▬▬ ▬▬▬▬▬ ▬▬▬ ▬▬▬▬ ▬▬▬▬▬▬ ▬▬ ▬▬▬▬ ▬▬▬ ▬▬▬▬▬ ▬▬ ▬▬▬▬▬▬ ▬▬▬ ▬▬▬▬ ▬▬ ▬▬▬▬▬ ▬▬▬▬ ▬▬▬ ▬▬▬▬▬▬ ▬▬ ▬▬▬▬ ▬▬▬▬▬ ▬▬▬ ▬▬ ▬▬▬▬ ▬▬▬▬▬▬ ▬▬ ▬▬▬ ▬▬▬▬▬ ▬▬▬▬ ▬▬ ▬▬▬▬▬▬ ▬▬▬ ▬▬▬▬ ▬▬ ▬▬▬▬▬ ▬▬▬ ▬▬▬▬ ▬▬▬▬▬▬ ▬▬ ▬▬▬▬ ▬▬▬ ▬▬▬▬▬ ▬▬ ▬▬▬▬▬▬ ▬▬▬ ▬▬▬▬ ▬▬ ▬▬▬▬▬ ▬▬▬▬ ▬▬▬ ▬▬▬▬▬▬ ▬▬ ▬▬▬▬ ▬▬▬▬▬ ▬▬▬ ▬▬ ▬▬▬▬ ▬▬▬▬▬▬ [96,447,324,530]
section-title: اخبار کشور [220,6,260,14]
quote-title: پیروی از هوس‌های نفسانی، دشمن تفکر است [362,57,471,62]
left-headline-3a: پیروز شعبی [33,440,63,446]
left-story-body-2: ▬▬▬▬ ▬▬ ▬▬▬▬▬ ▬▬▬ ▬▬ ▬▬▬▬▬▬ ▬▬▬ ▬▬▬▬ ▬▬ ▬▬▬▬ ▬▬▬▬▬ ▬▬ ▬▬▬▬ ▬▬▬ ▬▬▬▬▬▬ ▬▬ ▬▬▬ ▬▬▬▬▬ ▬▬▬▬ ▬▬ ▬▬▬▬▬ ▬▬▬ ▬▬▬▬ ▬▬▬▬▬▬ ▬▬ ▬▬▬▬ ▬▬▬ ▬▬▬▬▬ ▬▬ ▬▬▬▬▬▬ ▬▬▬ ▬▬▬▬ ▬▬ ▬▬▬▬▬ ▬▬▬▬ ▬▬▬ ▬▬▬▬▬▬ ▬▬ ▬▬▬▬ ▬▬▬▬▬ ▬▬▬ ▬▬ ▬▬▬▬ ▬▬▬▬▬▬ ▬▬ ▬▬▬ ▬▬▬▬▬ ▬▬▬▬ ▬▬ ▬▬▬▬▬▬ ▬▬▬ ▬▬▬▬ ▬▬ ▬▬▬▬▬ ▬▬▬ ▬▬▬▬ ▬▬▬▬▬▬ ▬▬ ▬▬▬▬ ▬▬▬ ▬▬▬▬▬ ▬▬ ▬▬▬▬▬▬ ▬▬▬ ▬▬▬▬ ▬▬ ▬▬▬▬▬ ▬▬▬▬ ▬▬▬ ▬▬▬▬▬▬ ▬▬ ▬▬▬▬ ▬▬▬▬▬ ▬▬▬ ▬▬ ▬▬▬▬ ▬▬▬▬▬▬ ▬▬ ▬▬▬ ▬▬▬▬▬ ▬▬▬▬ ▬▬ ▬▬▬▬▬▬ ▬▬▬ ▬▬▬▬ ▬▬ ▬▬▬▬▬ ▬▬▬ ▬▬▬▬ ▬▬▬▬▬▬ ▬▬ ▬▬▬▬ ▬▬▬ ▬▬▬▬▬ ▬▬ ▬▬▬▬▬▬ ▬▬▬ ▬▬▬▬ ▬▬ ▬▬▬▬▬ ▬▬▬▬ ▬▬▬ ▬▬▬▬▬▬ ▬▬ ▬▬▬▬ ▬▬▬▬▬ ▬▬▬ ▬▬ ▬▬▬▬ ▬▬▬▬▬▬ ▬▬ ▬▬▬ ▬▬▬▬▬ ▬▬▬▬ ▬▬ ▬▬▬▬▬▬ ▬▬▬ ▬▬▬▬ ▬▬ ▬▬▬▬▬ ▬▬▬ ▬▬▬▬ ▬▬▬▬▬▬ ▬▬ ▬▬▬▬ ▬▬▬ ▬▬▬▬▬ ▬▬ ▬▬▬▬▬▬ ▬▬▬ ▬▬▬▬ ▬▬ ▬▬▬▬▬ ▬▬▬▬ ▬▬▬ ▬▬▬▬▬▬ ▬▬ ▬▬▬▬ ▬▬▬▬▬ ▬▬▬ ▬▬ ▬▬▬▬ ▬▬▬▬▬▬ ▬▬ ▬▬▬ ▬▬▬▬▬ ▬▬▬▬ ▬▬ ▬▬▬▬▬▬ ▬▬▬ ▬▬▬▬ ▬▬ ▬▬▬▬▬ ▬▬▬ ▬▬▬▬ ▬▬▬▬▬▬ ▬▬ ▬▬▬▬ ▬▬▬ ▬▬▬▬▬ ▬▬ ▬▬▬▬▬▬ ▬▬▬ ▬▬▬▬ ▬▬ ▬▬▬▬▬ ▬▬▬▬ ▬▬▬ ▬▬▬▬▬▬ ▬▬ ▬▬▬▬ ▬▬▬▬▬ ▬▬▬ ▬▬ ▬▬▬▬ ▬▬▬▬▬▬ [6,284,90,431]
conference-photo [182,152,324,242]
quote-label: در پرتو ولایت [435,42,471,49]
green-headline-line-1: وزارت نیرو به دنبال اجرای ایرپوزه‌ای برای رفع ناترازی‌ها [112,318,308,326]
